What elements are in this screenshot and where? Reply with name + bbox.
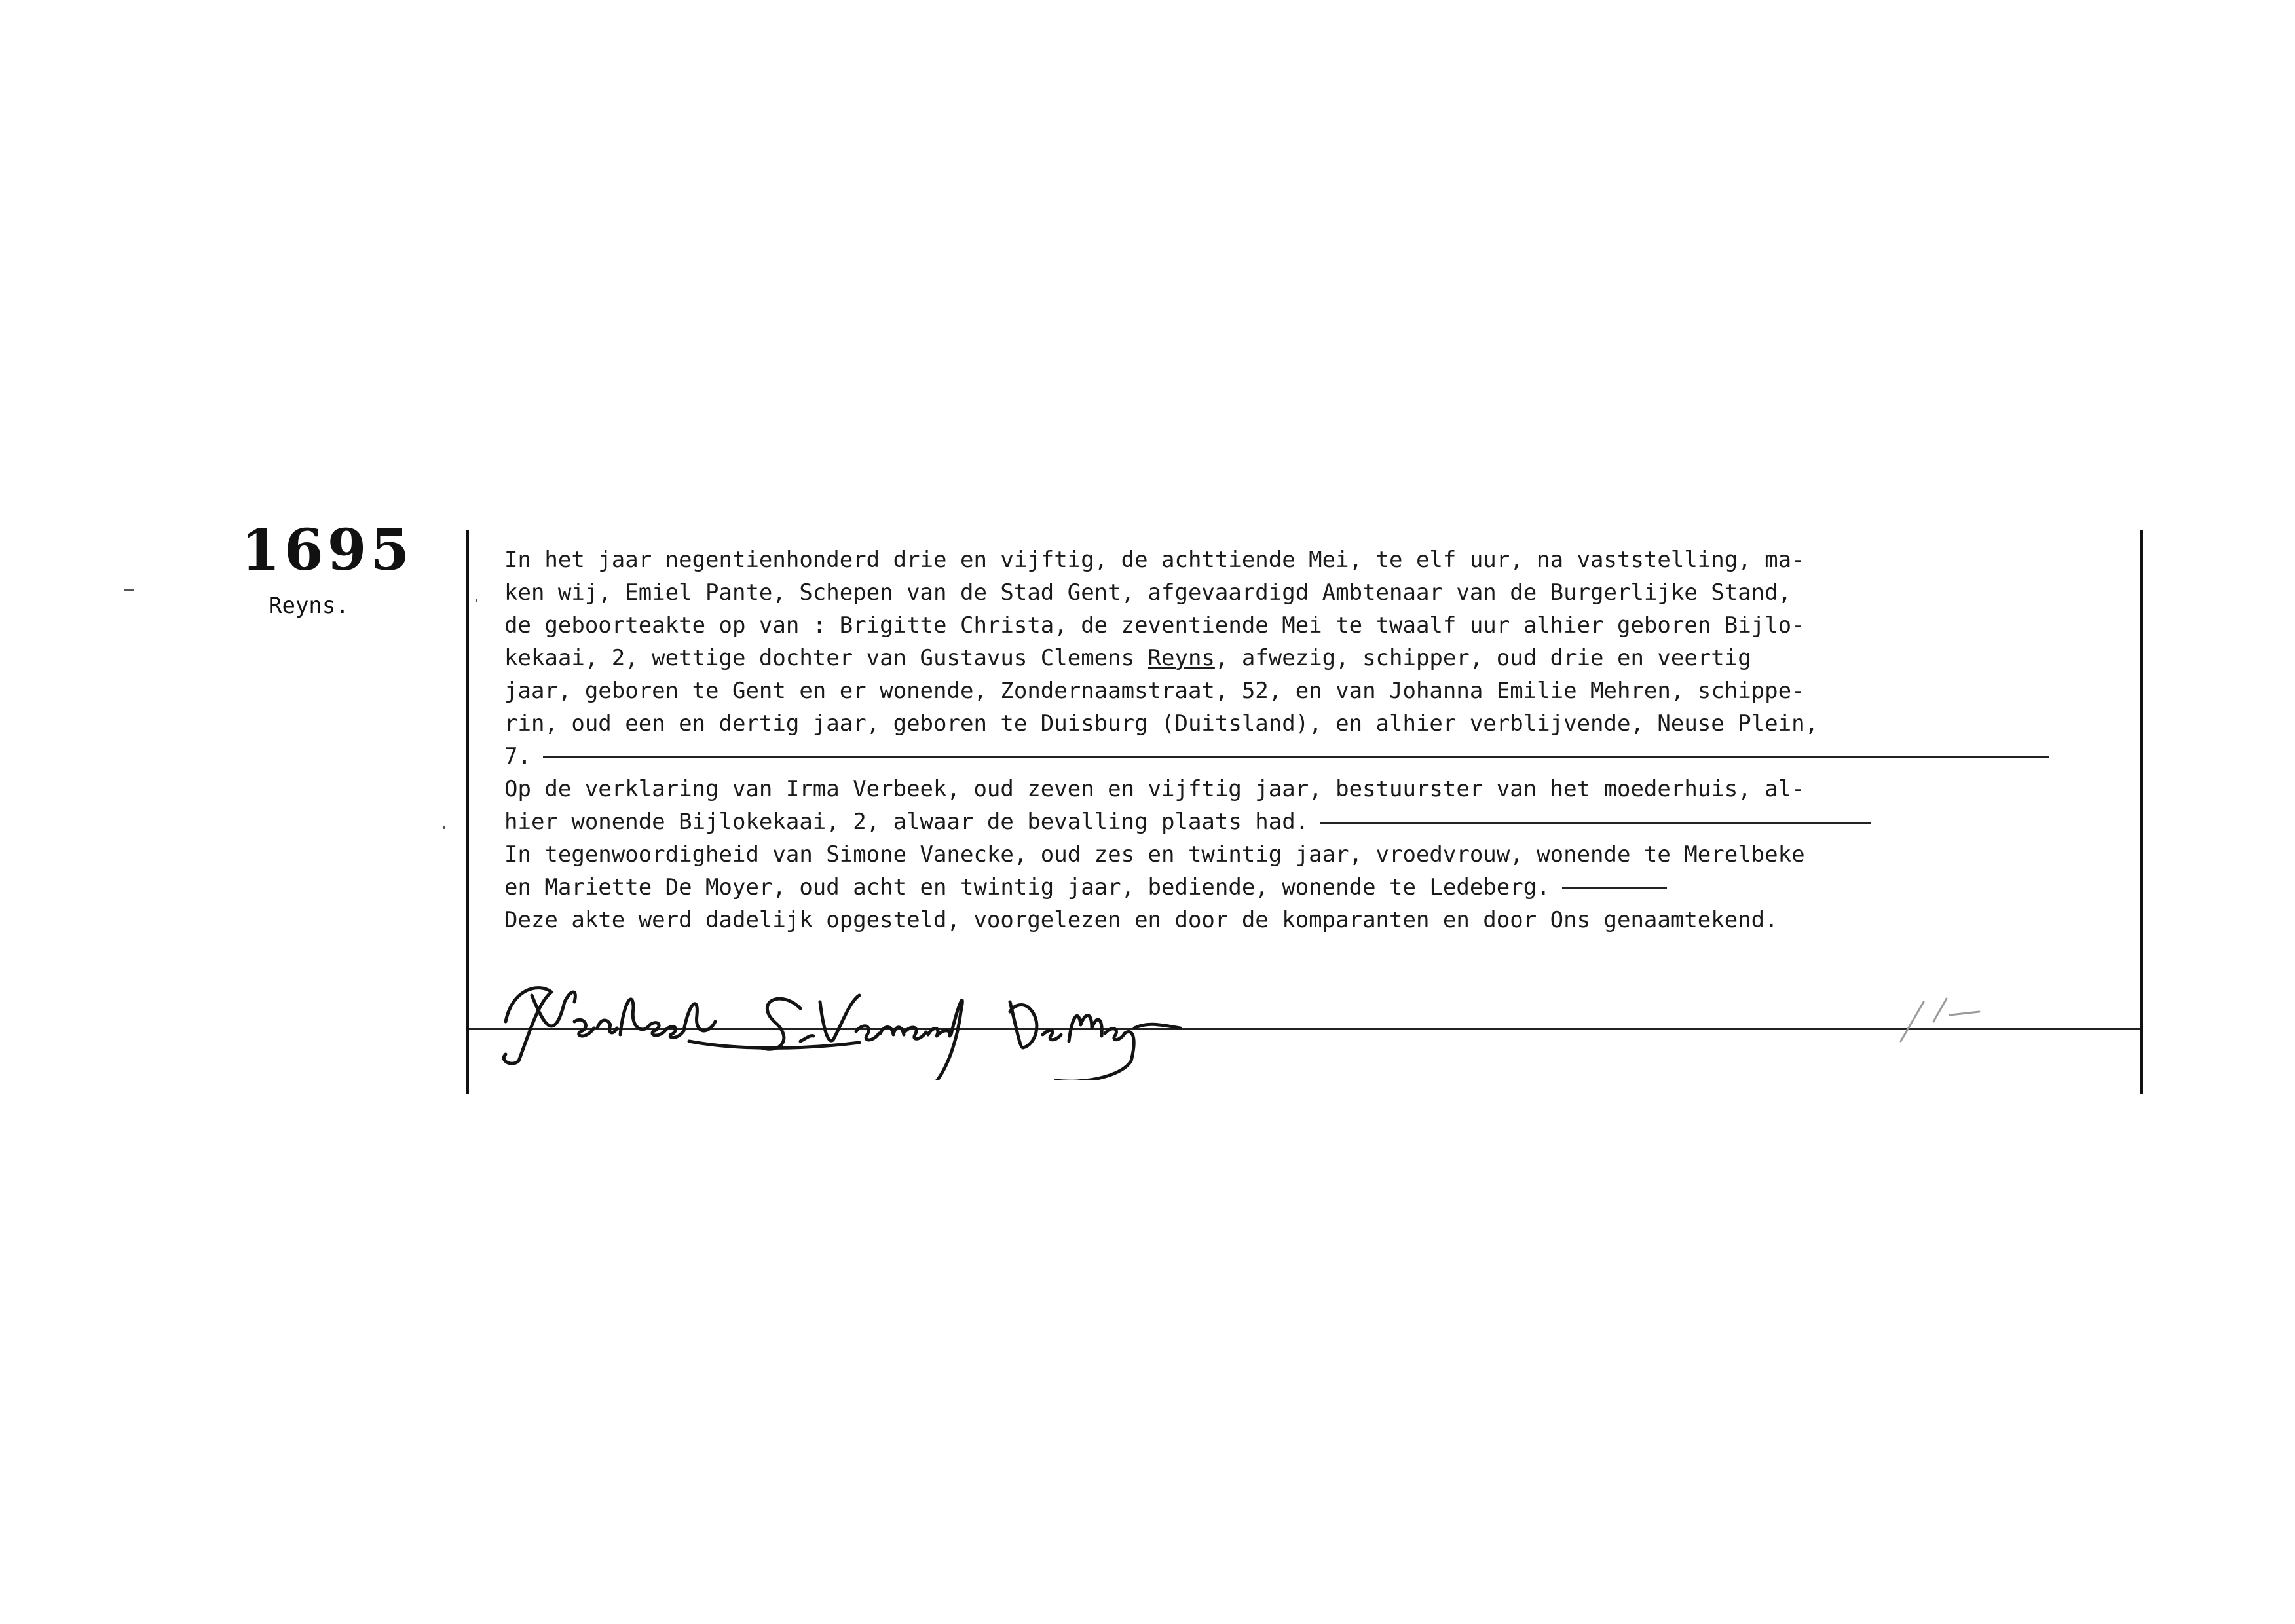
birth-record	[466, 530, 2143, 1094]
record-line	[504, 838, 2135, 871]
record-line-text: Op de verklaring van Irma Verbeek, oud zeven en vijftig jaar, bestuurster van het moederhuis, al-	[504, 776, 1805, 802]
signature-demoyer	[1010, 1002, 1180, 1080]
faint-pencil-mark	[1888, 989, 1992, 1048]
record-line	[504, 871, 2135, 904]
record-line-text: de geboorteakte op van : Brigitte Christa, de zeventiende Mei te twaalf uur alhier geboren Bijlo-	[504, 612, 1805, 638]
underlined-surname: Reyns	[1148, 645, 1215, 671]
record-line	[504, 674, 2135, 707]
record-line-text: kekaai, 2, wettige dochter van Gustavus Clemens	[504, 645, 1148, 671]
fill-line	[1320, 822, 1871, 824]
left-border-line	[466, 530, 469, 1094]
record-line	[504, 642, 2135, 674]
fill-line	[543, 756, 2049, 758]
record-line-text: en Mariette De Moyer, oud acht en twintig jaar, bediende, wonende te Ledeberg.	[504, 874, 1550, 900]
margin-surname: Reyns.	[269, 593, 349, 619]
record-line	[504, 805, 2135, 838]
act-number: 1695	[241, 517, 414, 583]
record-line	[504, 576, 2135, 609]
record-line-text: In het jaar negentienhonderd drie en vijftig, de achttiende Mei, te elf uur, na vaststelling, ma-	[504, 547, 1805, 573]
record-line	[504, 904, 2135, 936]
record-line-text: jaar, geboren te Gent en er wonende, Zondernaamstraat, 52, en van Johanna Emilie Mehren, schippe-	[504, 678, 1805, 704]
record-line-text: , afwezig, schipper, oud drie en veertig	[1214, 645, 1751, 671]
record-text	[504, 544, 2135, 936]
record-line-text: hier wonende Bijlokekaai, 2, alwaar de bevalling plaats had.	[504, 809, 1309, 835]
handwritten-signatures	[493, 963, 1213, 1080]
signature-verbeek	[504, 988, 859, 1064]
record-line-text: 7.	[504, 743, 531, 769]
fill-line	[1562, 887, 1667, 889]
record-line-text: rin, oud een en dertig jaar, geboren te Duisburg (Duitsland), en alhier verblijvende, Neuse Plein,	[504, 710, 1819, 737]
record-line	[504, 544, 2135, 576]
signature-vanecke	[761, 995, 962, 1080]
record-line	[504, 609, 2135, 642]
margin-speck	[443, 826, 445, 829]
record-line	[504, 740, 2135, 773]
record-line-text: ken wij, Emiel Pante, Schepen van de Stad Gent, afgevaardigd Ambtenaar van de Burgerlijke Stand,	[504, 580, 1792, 606]
record-line	[504, 773, 2135, 805]
right-border-line	[2140, 530, 2143, 1094]
record-line-text: Deze akte werd dadelijk opgesteld, voorgelezen en door de komparanten en door Ons genaamtekend.	[504, 907, 1778, 933]
record-line-text: In tegenwoordigheid van Simone Vanecke, oud zes en twintig jaar, vroedvrouw, wonende te Merelbeke	[504, 841, 1805, 868]
margin-speck	[124, 589, 134, 591]
record-line	[504, 707, 2135, 740]
